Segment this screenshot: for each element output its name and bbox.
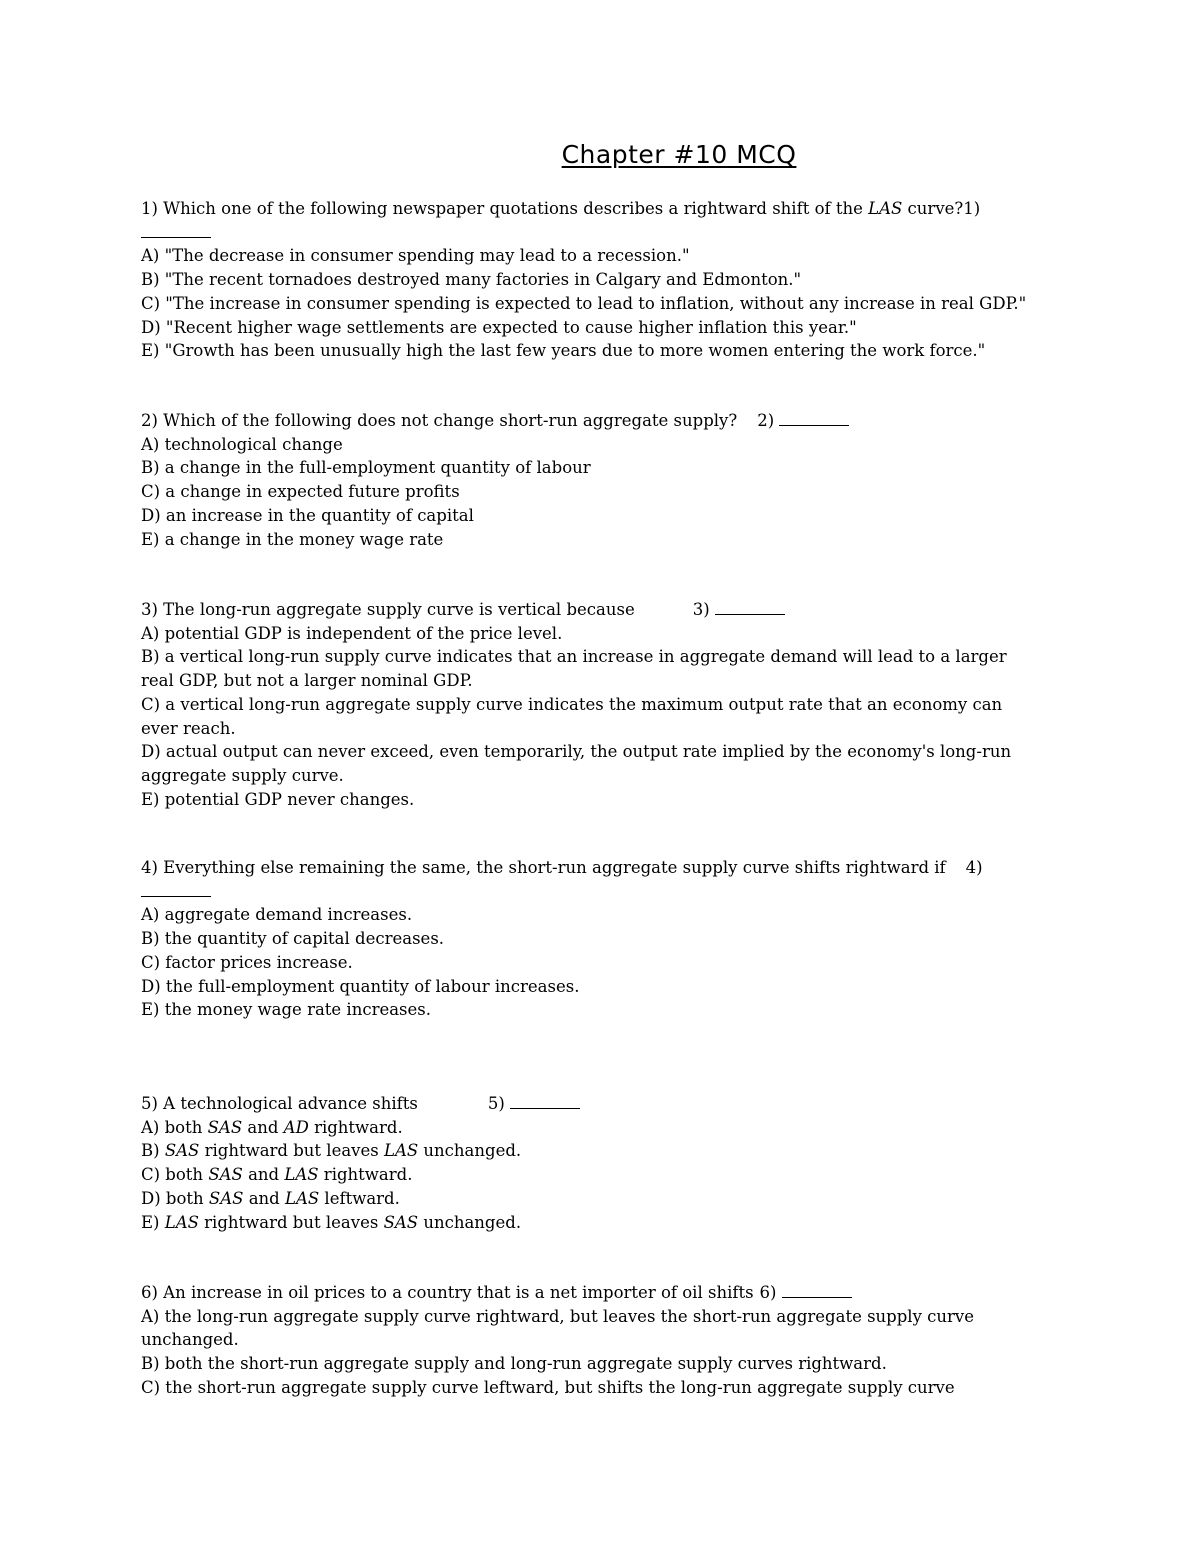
question-number: 3) xyxy=(692,600,710,619)
option-a: A) both SAS and AD rightward. xyxy=(141,1117,403,1137)
question-1 xyxy=(141,197,1041,363)
question-5 xyxy=(141,1092,1041,1234)
option-e: E) the money wage rate increases. xyxy=(141,1000,432,1020)
option-b: B) both the short-run aggregate supply and long-run aggregate supply curves rightward. xyxy=(141,1354,887,1374)
option-b: B) "The recent tornadoes destroyed many factories in Calgary and Edmonton." xyxy=(141,270,802,290)
option-d: D) both SAS and LAS leftward. xyxy=(141,1188,400,1208)
answer-blank[interactable] xyxy=(141,880,1041,904)
option-b: B) a change in the full-employment quantity of labour xyxy=(141,458,591,478)
question-stem: 1) Which one of the following newspaper quotations describes a rightward shift of the LAS curve?1) xyxy=(141,199,981,218)
option-a: A) "The decrease in consumer spending may lead to a recession." xyxy=(141,246,690,266)
answer-blank[interactable] xyxy=(141,221,1041,245)
question-number: 5) xyxy=(487,1094,505,1113)
option-d: D) the full-employment quantity of labour increases. xyxy=(141,976,580,996)
question-number: 4) xyxy=(965,858,983,877)
question-stem: 2) Which of the following does not change short-run aggregate supply? 2) xyxy=(141,409,1041,433)
option-e: E) "Growth has been unusually high the last few years due to more women entering the work force." xyxy=(141,341,986,361)
option-a: A) potential GDP is independent of the price level. xyxy=(141,623,563,643)
question-number: 1) xyxy=(963,199,981,218)
option-a: A) technological change xyxy=(141,434,343,454)
question-3 xyxy=(141,598,1041,811)
question-stem: 5) A technological advance shifts 5) xyxy=(141,1092,1041,1116)
option-e: E) a change in the money wage rate xyxy=(141,529,444,549)
option-c: C) the short-run aggregate supply curve leftward, but shifts the long-run aggregate supply curve xyxy=(141,1377,955,1397)
question-2 xyxy=(141,409,1041,551)
option-b: B) the quantity of capital decreases. xyxy=(141,929,445,949)
answer-blank[interactable] xyxy=(510,1092,580,1109)
option-c: C) a vertical long-run aggregate supply curve indicates the maximum output rate that an economy can ever reach. xyxy=(141,694,1003,738)
option-e: E) potential GDP never changes. xyxy=(141,789,415,809)
page-title: Chapter #10 MCQ xyxy=(561,140,797,169)
question-6 xyxy=(141,1281,1041,1400)
option-e: E) LAS rightward but leaves SAS unchanged. xyxy=(141,1212,522,1232)
option-d: D) an increase in the quantity of capital xyxy=(141,505,474,525)
option-a: A) the long-run aggregate supply curve rightward, but leaves the short-run aggregate supply curve unchanged. xyxy=(141,1306,974,1350)
question-number: 6) xyxy=(759,1283,777,1302)
option-c: C) a change in expected future profits xyxy=(141,482,460,502)
option-d: D) actual output can never exceed, even temporarily, the output rate implied by the economy's long-run aggregate supply curve. xyxy=(141,742,1012,785)
question-stem: 3) The long-run aggregate supply curve is vertical because 3) xyxy=(141,598,1041,622)
answer-blank[interactable] xyxy=(782,1281,852,1298)
option-a: A) aggregate demand increases. xyxy=(141,905,413,925)
option-b: B) SAS rightward but leaves LAS unchanged. xyxy=(141,1141,522,1161)
option-d: D) "Recent higher wage settlements are expected to cause higher inflation this year." xyxy=(141,317,857,337)
question-4 xyxy=(141,856,1041,1022)
question-stem: 4) Everything else remaining the same, the short-run aggregate supply curve shifts rightward if 4) xyxy=(141,858,983,877)
option-c: C) "The increase in consumer spending is expected to lead to inflation, without any increase in real GDP." xyxy=(141,293,1027,313)
option-b: B) a vertical long-run supply curve indicates that an increase in aggregate demand will lead to a larger real GDP, but not a larger nominal GDP. xyxy=(141,647,1007,691)
answer-blank[interactable] xyxy=(715,598,785,615)
option-c: C) both SAS and LAS rightward. xyxy=(141,1165,413,1185)
question-number: 2) xyxy=(757,411,775,430)
question-stem: 6) An increase in oil prices to a country that is a net importer of oil shifts 6) xyxy=(141,1281,1041,1305)
answer-blank[interactable] xyxy=(779,409,849,426)
option-c: C) factor prices increase. xyxy=(141,952,353,972)
